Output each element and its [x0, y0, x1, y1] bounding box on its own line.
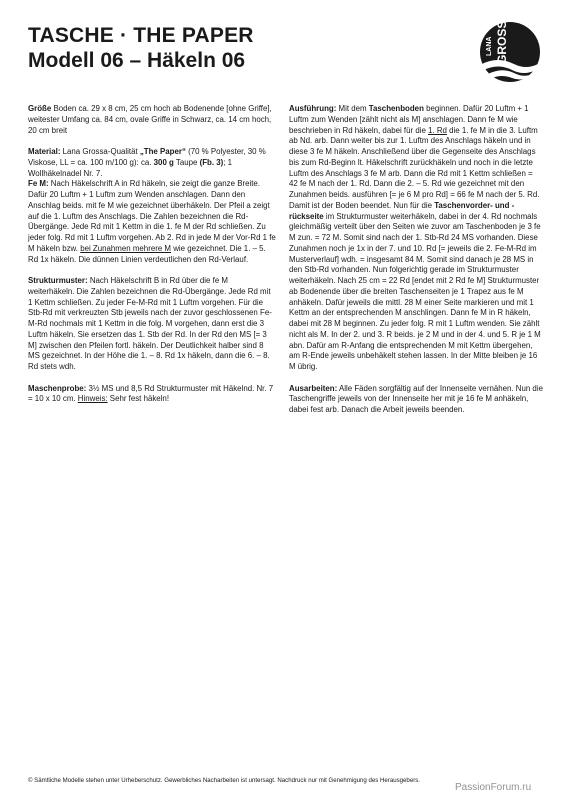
- maschenprobe-text-1: 3½ MS und 8,5 Rd Strukturmuster mit Häkelnd. Nr. 7 = 10 x 10 cm.: [28, 383, 274, 404]
- section-material: [28, 147, 276, 179]
- section-strukturmuster: [28, 276, 276, 373]
- ausarbeiten-text: Alle Fäden sorgfältig auf der Innenseite vernähen. Nun die Taschengriffe jeweils von der Innenseite her mit je 16 fe M anhäkeln, dabei fest arb. Danach die Arbeit jeweils beenden.: [289, 383, 543, 414]
- material-text-3: Taupe: [173, 157, 200, 167]
- section-ausarbeiten: [289, 384, 543, 416]
- ausfuehrung-taschenboden: Taschenboden: [368, 104, 424, 113]
- ausarbeiten-label: Ausarbeiten:: [289, 383, 338, 393]
- fe-m-text-1: Nach Häkelschrift A in Rd häkeln, sie zeigt die ganze Breite. Dafür 20 Luftm + 1 Luftm zum Wenden anschlagen. Dann den Anschlag beids. mit fe M wie gezeichnet überhäkeln. Der Pfeil a zeigt auf die 1. Luftm des Anschlags. Die Zahlen bezeichnen die Rd-Übergänge. Jede Rd mit 1 Kettm in die 1. fe M der Rd schließen. Zu jeder folg. Rd mit 1 Luftm vorgehen. Ab 2. Rd in jede M der Vor-Rd 1 fe M häkeln bzw.: [28, 179, 276, 253]
- ausfuehrung-taschenseiten: Taschenvorder- und -rückseite: [289, 200, 515, 221]
- material-label: Material:: [28, 147, 61, 156]
- right-column: [289, 104, 543, 427]
- left-column: [28, 104, 276, 416]
- strukturmuster-text: Nach Häkelschrift B in Rd über die fe M weiterhäkeln. Die Zahlen bezeichnen die Rd-Übergänge. Jede Rd mit 1 Kettm schließen. Zu jeder Fe-M-Rd mit 1 Luftm vorgehen. Für die Stb-Rd mit verkreuzten Stb jeweils nach der zuvor geschlossenen Fe-M-Rd nochmals mit 1 Kettm in die folg. M vorgehen, dann erst die 3 Luftm häkeln. Sie ersetzen das 1. Stb der Rd. In der Rd den MS [= 3 M] zwischen den Pfeilen fortl. häkeln. Der Deutlichkeit halber sind 8 MS gezeichnet. In der Höhe die 1. – 8. Rd 1x häkeln, dann die 6. – 8. Rd stets wdh.: [28, 276, 272, 371]
- strukturmuster-label: Strukturmuster:: [28, 276, 88, 285]
- section-groesse: [28, 104, 276, 136]
- ausfuehrung-text-4: im Strukturmuster weiterhäkeln, dabei in der 4. Rd nochmals gleichmäßig verteilt über den Seiten wie zuvor am Taschenboden je 3 fe M zun. = 72 M. Somit sind nach der 1. Stb-Rd 24 MS vorhanden. Diese Zunahmen noch je 1x in der 7. und 10. Rd [= jeweils die 2. Fe-M-Rd im Musterverlauf] wdh. = insgesamt 84 M. Somit sind danach je 28 MS in den Stb-Rd vorhanden. Nun folgerichtig gerade im Strukturmuster weiterhäkeln. Nach 25 cm = 22 Rd [endet mit 2 Rd fe M] Strukturmuster ab Bodenende über die breiten Taschenseiten je 1 Trapez aus fe M anhäkeln. Dafür jeweils die mittl. 28 M einer Seite markieren und mit 1 Kettm an der entsprechenden M anschlingen. Dann fe M in R häkeln, dabei mit 28 M beginnen. Zu jeder folg. R mit 1 Luftm wenden. Sie zählt nicht als M. In der 2. und 3. R beids. je 2 M und in der 4. und 5. R je 1 M abn. Dafür am R-Anfang die entsprechenden M mit Kettm übergehen, am R-Ende jeweils unbehäkelt stehen lassen. In der Mitte bleiben je 16 M übrig.: [289, 211, 541, 371]
- material-quality: „The Paper“: [139, 147, 186, 156]
- ausfuehrung-label: Ausführung:: [289, 104, 337, 113]
- ausfuehrung-text-3: die 1. fe M in die 3. Luftm ab Nd. arb. Dann weiter bis zur 1. Luftm des Anschlags häkeln und in diese 3 fe M häkeln. Anschließend über die Gegenseite des Anschlags bis zum Rd-Beginn lt. Häkelschrift zurückhäkeln und noch in die letzte Luftm des Anschlags 3 fe M arb. Dann die Rd mit 1 Kettm schließen = 42 fe M nach der 1. Rd. Dann die 2. – 5. Rd wie gezeichnet mit den Zunahmen beids. ausführen [= je 6 M pro Rd] = 66 fe M nach der 5. Rd. Damit ist der Boden beendet. Nun für die: [289, 125, 540, 210]
- fe-m-label: Fe M:: [28, 179, 49, 189]
- maschenprobe-text-2: Sehr fest häkeln!: [107, 394, 170, 404]
- material-color-number: (Fb. 3): [199, 157, 224, 167]
- logo-lana-text: LANA: [486, 36, 493, 56]
- page-title: TASCHE · THE PAPER: [28, 24, 254, 47]
- material-text-1: Lana Grossa-Qualität: [60, 147, 140, 156]
- copyright-footer: © Sämtliche Modelle stehen unter Urheberschutz. Gewerbliches Nacharbeiten ist untersagt. Nachdruck nur mit Genehmigung des Herausgebers.: [28, 777, 420, 784]
- ausfuehrung-text-1: Mit dem: [336, 104, 369, 113]
- page-subtitle: Modell 06 – Häkeln 06: [28, 49, 246, 72]
- material-text-4: ; 1 Wollhäkelnadel Nr. 7.: [28, 157, 233, 178]
- groesse-label: Größe: [28, 104, 52, 113]
- fe-m-text-2: wie gezeichnet. Die 1. – 5. Rd 1x häkeln. Die dünnen Linien verdeutlichen den Rd-Verlauf.: [28, 243, 266, 264]
- material-text-2: (70 % Polyester, 30 % Viskose, LL = ca. 100 m/100 g): ca.: [28, 147, 266, 167]
- groesse-text: Boden ca. 29 x 8 cm, 25 cm hoch ab Bodenende [ohne Griffe], weitester Umfang ca. 84 cm, ovale Griffe in Schwarz, ca. 14 cm hoch, 20 cm breit: [28, 104, 272, 135]
- material-amount: 300 g: [153, 157, 174, 167]
- fe-m-underlined: bei Zunahmen mehrere M: [80, 243, 171, 253]
- brand-logo: [478, 20, 542, 84]
- maschenprobe-label: Maschenprobe:: [28, 383, 87, 393]
- maschenprobe-hint: Hinweis:: [77, 394, 108, 404]
- section-fe-m: [28, 179, 276, 265]
- ausfuehrung-text-2: beginnen. Dafür 20 Luftm + 1 Luftm zum Wenden [zählt nicht als M] anschlagen. Dann fe M wie beschrieben in Rd häkeln, dabei für die: [289, 104, 529, 135]
- ausfuehrung-first-round: 1. Rd: [428, 125, 447, 135]
- watermark: PassionForum.ru: [455, 782, 532, 793]
- section-ausfuehrung: [289, 104, 543, 373]
- lana-grossa-logo-icon: [478, 20, 542, 84]
- logo-grossa-text: GROSSA: [495, 20, 509, 64]
- section-maschenprobe: [28, 384, 276, 406]
